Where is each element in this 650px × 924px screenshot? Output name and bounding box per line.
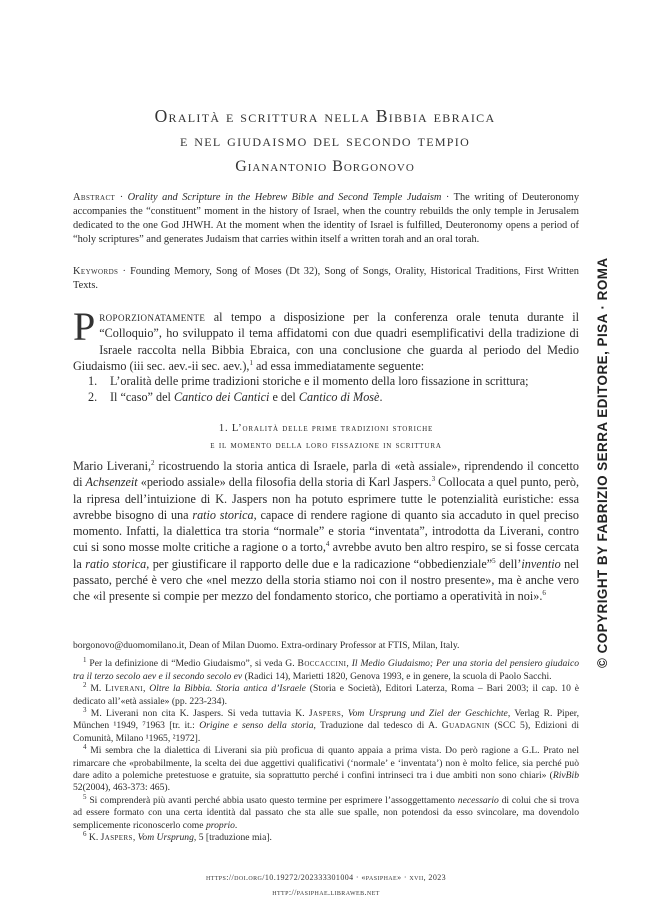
- footnote-title: Origine e senso della storia: [199, 720, 314, 732]
- footnote-text: ,: [346, 658, 352, 670]
- body-emphasis: ratio storica: [192, 507, 254, 522]
- keywords-label: Keywords: [73, 266, 119, 277]
- body-text: , capace di rendere ragione di quanto sia accaduto in quel preciso momento. Infatti, la dialettica tra storia “normale” e storia “inventata”, introdotta da Liverani, contro cui si sono mosse molte critiche a ragione o a torto,: [73, 507, 579, 555]
- footnote-title: Oltre la Bibbia. Storia antica d’Israele: [149, 683, 306, 695]
- body-text: «periodo assiale» della filosofia della storia di Karl Jaspers.: [137, 475, 432, 490]
- list-number: 1.: [88, 374, 98, 388]
- body-emphasis: inventio: [521, 556, 561, 571]
- footnote-number: 4: [83, 743, 87, 752]
- list-text: Il “caso” del: [110, 390, 174, 405]
- footnote-6: [73, 829, 579, 844]
- footnote-author: Guadagnin: [441, 720, 491, 732]
- footnote-text: di colui che si trova ad essere formato con una certa identità dal passato che sta alle sue spalle, non potendosi da esso svincolare, ma dovendolo semplicemente riconoscerlo come: [73, 794, 579, 831]
- doi-footer: [73, 870, 579, 900]
- footnote-title: RivBib: [552, 770, 579, 782]
- title-line-1: Oralità e scrittura nella Bibbia ebraica: [154, 106, 496, 126]
- body-text: nel passato, perché è vero che «nel mezzo della storia stiamo noi con il nostro presente», ma è anche vero che «il presente si compie per mezzo del fondamento storico, che portiamo a operatività in noi».: [73, 556, 580, 604]
- footnote-number: 3: [83, 705, 87, 714]
- footnote-number: 2: [83, 681, 87, 690]
- footnote-ref-2[interactable]: 2: [151, 458, 155, 467]
- footnotes: [73, 640, 579, 845]
- doi-line[interactable]: https://doi.org/10.19272/202333301004 · «pasiphae» · xvii, 2023: [205, 873, 447, 882]
- footnote-ref-4[interactable]: 4: [325, 540, 330, 549]
- section-heading-line-1: 1. L’oralità delle prime tradizioni storiche: [218, 423, 434, 434]
- footnote-title: Il Medio Giudaismo; Per una storia del pensiero giudaico tra il terzo secolo aev e il secondo secolo ev: [73, 658, 580, 682]
- footnote-text: (SCC 5), Edizioni di Comunità, Milano ¹1965, ²1972].: [73, 720, 580, 744]
- footnote-text: ,: [132, 832, 138, 844]
- section-heading-line-2: e il momento della loro fissazione in scrittura: [210, 440, 442, 451]
- section-heading: [73, 420, 579, 454]
- copyright-notice: [575, 228, 615, 668]
- footnote-text: , Verlag R. Piper, München ¹1949, ⁷1963 [tr. it.:: [73, 708, 579, 732]
- body-text: , per giustificare il rapporto delle due e la radicazione “obbedienziale”: [146, 556, 493, 571]
- footnote-text: 52(2004), 463-373: 465).: [73, 782, 170, 794]
- intro-tail: ad essa immediatamente seguente:: [252, 358, 425, 373]
- footnote-author: Boccaccini: [297, 658, 347, 670]
- footnote-title: Vom Ursprung und Ziel der Geschichte: [347, 708, 508, 720]
- list-text-emphasis: Cantico dei Cantici: [173, 390, 270, 405]
- footnote-3: [73, 705, 580, 745]
- list-text: .: [379, 390, 383, 405]
- journal-url[interactable]: http://pasiphae.libraweb.net: [272, 888, 380, 897]
- title-line-2: e nel giudaismo del secondo tempio: [179, 130, 471, 150]
- footnote-text: M. Liverani non cita K. Jaspers. Si veda tuttavia K.: [86, 708, 309, 720]
- list-text-emphasis: Cantico di Mosè: [298, 390, 380, 405]
- body-emphasis: Achsenzeit: [85, 475, 138, 490]
- body-text: dell’: [495, 556, 522, 571]
- footnote-text: .: [234, 819, 238, 831]
- body-emphasis: ratio storica: [85, 556, 147, 571]
- footnote-5: [73, 792, 579, 832]
- footnote-text: ,: [142, 683, 150, 695]
- footnote-author: Jaspers: [308, 708, 342, 720]
- footnote-text: Per la definizione di “Medio Giudaismo”, si veda G.: [86, 658, 298, 670]
- body-text: ricostruendo la storia antica di Israele, parla di «età assiale», riprendendo il concetto di: [73, 459, 579, 490]
- footnote-text: (Radici 14), Marietti 1820, Genova 1993, e in genere, la scuola di Paolo Sacchi.: [242, 670, 552, 682]
- keywords: [73, 265, 579, 293]
- footnote-author: Jaspers: [100, 832, 133, 844]
- footnote-ref-3[interactable]: 3: [431, 475, 436, 484]
- footnote-number: 6: [83, 829, 87, 838]
- abstract-text: · The writing of Deuteronomy accompanies the “constituent” moment in the history of Israel, when the country rebuilds the only temple in Jerusalem dedicated to the one God JHWH. At the moment when the identity of Israel is fulfilled, Deuteronomy opens a period of “holy scriptures” and generates Judaism that carries within itself a written torah and an oral torah.: [73, 192, 580, 245]
- list-text: e del: [269, 390, 299, 405]
- intro-text: al tempo a disposizione per la conferenza orale tenuta durante il “Colloquio”, ho sviluppato il tema affidatomi con due quadri esemplificativi della tradizione di Israele raccolta nella Bibbia Ebraica, con una conclusione che guarda al periodo del Medio Giudaismo (iii sec. aev.-ii sec. aev.),: [73, 310, 579, 373]
- intro-paragraph: [73, 304, 579, 374]
- intro-list: [88, 373, 578, 406]
- footnote-number: 5: [83, 792, 87, 801]
- keywords-text: · Founding Memory, Song of Moses (Dt 32), Song of Songs, Orality, Historical Traditions, First Written Texts.: [73, 266, 579, 291]
- author-name: Gianantonio Borgonovo: [235, 158, 415, 175]
- footnote-text: K.: [86, 832, 101, 844]
- abstract: [73, 191, 579, 247]
- footnote-emphasis: proprio: [205, 819, 235, 831]
- footnote-text: M.: [86, 683, 106, 695]
- footnote-text: Si comprenderà più avanti perché abbia usato questo termine per esprimere l’assoggettamento: [86, 794, 458, 806]
- footnote-text: , Traduzione dal tedesco di A.: [313, 720, 442, 732]
- article-title: [60, 104, 590, 152]
- footnote-text: Mi sembra che la dialettica di Liverani sia più proficua di quanto appaia a prima vista. Do però ragione a G.L. Prato nel rimarcare che «probabilmente, la scelta dei due aggettivi qualificativi (‘normale’ e ‘inventata’) non è molto felice, sia perché può dare adito a polemiche pretestuose e gratuite, sia soprattutto perché i confini intrinseci tra i due ambiti non sono chiari» (: [73, 745, 579, 782]
- footnote-ref-6[interactable]: 6: [542, 589, 546, 598]
- footnote-text: , 5 [traduzione mia].: [193, 832, 272, 844]
- list-text: L’oralità delle prime tradizioni storiche e il momento della loro fissazione in scrittura;: [110, 374, 529, 388]
- main-paragraph: [73, 458, 579, 605]
- body-text: Collocata a quel punto, però, la ripresa dell’intuizione di K. Jaspers non ha potuto esprimere tutte le potenzialità euristiche: essa avrebbe bisogno di una: [73, 475, 579, 522]
- footnote-ref-1[interactable]: 1: [249, 358, 253, 367]
- footnote-text: ,: [341, 708, 348, 720]
- footnote-2: [73, 683, 579, 708]
- body-text: avrebbe avuto ben altro respiro, se si fosse cercata la: [73, 540, 580, 571]
- abstract-heading: Orality and Scripture in the Hebrew Bible and Second Temple Judaism: [127, 192, 442, 203]
- abstract-label: Abstract: [73, 192, 116, 203]
- list-item: [88, 389, 578, 405]
- footnote-ref-5[interactable]: 5: [492, 556, 496, 565]
- list-number: 2.: [88, 390, 98, 405]
- abstract-separator: ·: [115, 192, 128, 203]
- intro-first-word: roporzionatamente: [99, 310, 206, 324]
- list-item: [88, 373, 578, 389]
- drop-cap: P: [73, 304, 96, 349]
- copyright-text: © COPYRIGHT BY FABRIZIO SERRA EDITORE, PISA · ROMA: [595, 257, 610, 668]
- footnote-1: [73, 658, 579, 683]
- footnote-4: [73, 745, 579, 795]
- footnote-emphasis: necessario: [457, 794, 499, 806]
- footnote-title: Vom Ursprung: [137, 832, 194, 844]
- author-affiliation: borgonovo@duomomilano.it, Dean of Milan Duomo. Extra-ordinary Professor at FTIS, Milan, Italy.: [73, 640, 460, 651]
- footnote-number: 1: [83, 656, 87, 665]
- footnote-text: (Storia e Società), Editori Laterza, Roma – Bari 2003; il cap. 10 è dedicato all’«età assiale» (pp. 223-234).: [73, 683, 580, 707]
- footnote-author: Liverani: [105, 683, 143, 695]
- body-text: Mario Liverani,: [73, 459, 152, 473]
